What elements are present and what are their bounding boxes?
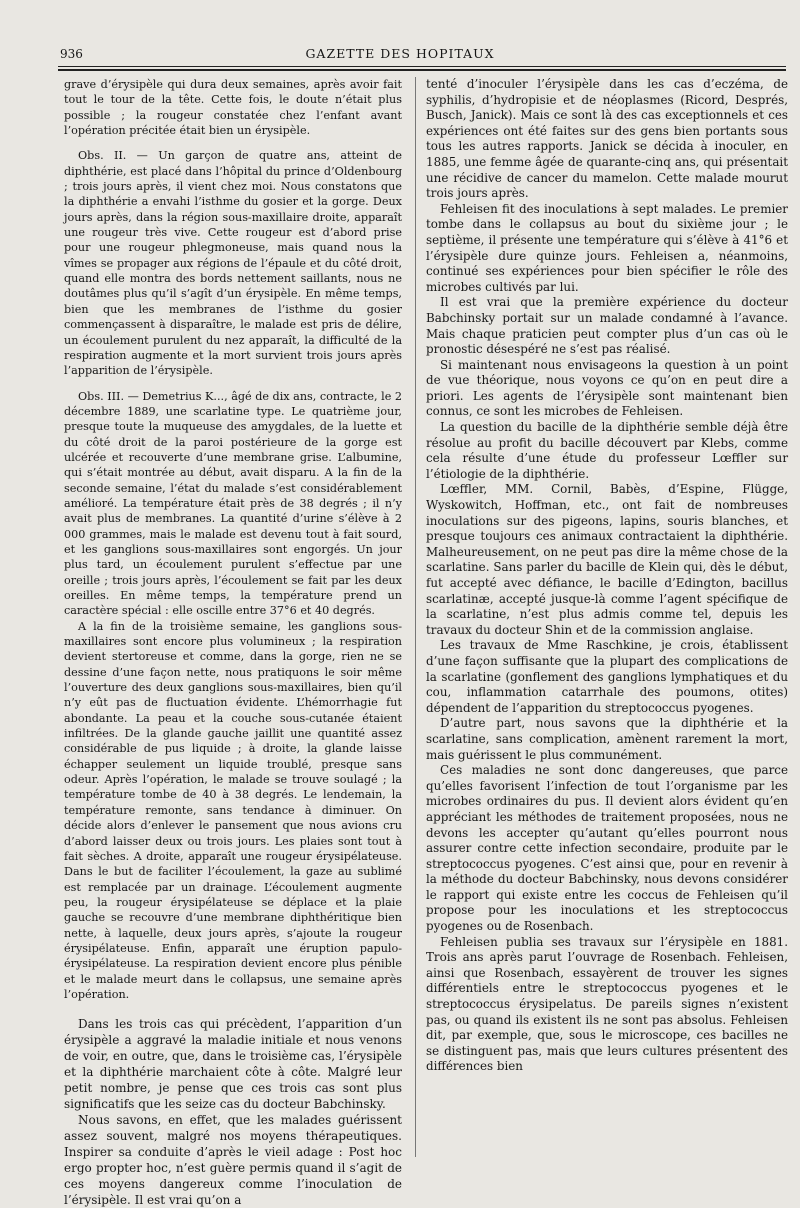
paragraph: Il est vrai que la première expérience du docteur Babchinsky portait sur un malade condamné à l’avance. Mais chaque praticien peut compter plus d’un cas où le pronostic désespéré ne s’est pas réalisé. xyxy=(426,295,788,357)
page-number: 936 xyxy=(60,47,83,61)
paragraph: tenté d’inoculer l’érysipèle dans les cas d’eczéma, de syphilis, d’hydropisie et de néoplasmes (Ricord, Després, Busch, Janick). Mais ce sont là des cas exceptionnels et ces expériences ont été faites sur des gens bien portants sous tous les autres rapports. Janick se décida à inoculer, en 1885, une femme âgée de quarante-cinq ans, qui présentait une récidive de cancer du mamelon. Cette malade mourut trois jours après. xyxy=(426,77,788,201)
observation-3: Obs. III. — Demetrius K..., âgé de dix ans, contracte, le 2 décembre 1889, une scarlatine type. Le quatrième jour, presque toute la muqueuse des amygdales, de la luette et du côté droit de la paroi postérieure de la gorge est ulcérée et recouverte d’une membrane grise. L’albumine, qui s’était montrée au début, avait disparu. A la fin de la seconde semaine, l’état du malade s’est considérablement amélioré. La température était près de 38 degrés ; il n’y avait plus de membranes. La quantité d’urine s’élève à 2 000 grammes, mais le malade est devenu tout à fait sourd, et les ganglions sous-maxillaires sont engorgés. Un jour plus tard, un écoulement purulent s’effectue par une oreille ; trois jours après, l’écoulement se fait par les deux oreilles. En même temps, la température prend un caractère spécial : elle oscille entre 37°6 et 40 degrés. xyxy=(64,389,402,618)
column-divider xyxy=(415,77,416,1157)
paragraph: grave d’érysipèle qui dura deux semaines, après avoir fait tout le tour de la tête. Cette fois, le doute n’était plus possible ; la rougeur constatée chez l’enfant avant l’opération précitée était bien un érysipèle. xyxy=(64,78,402,138)
paragraph: Les travaux de Mme Raschkine, je crois, établissent d’une façon suffisante que la plupart des complications de la scarlatine (gonflement des ganglions lymphatiques et du cou, inflammation catarrhale des poumons, otites) dépendent de l’apparition du streptococcus pyogenes. xyxy=(426,638,788,715)
paragraph: Fehleisen publia ses travaux sur l’érysipèle en 1881. Trois ans après parut l’ouvrage de Rosenbach. Fehleisen, ainsi que Rosenbach, essayèrent de trouver les signes différentiels entre le streptococcus pyogenes et le streptococcus érysipelatus. De pareils signes n’existent pas, ou quand ils existent ils ne sont pas absolus. Fehleisen dit, par exemple, que, sous le microscope, ces bacilles ne se distinguent pas, mais que leurs cultures présentent des différences bien xyxy=(426,934,788,1074)
paragraph: D’autre part, nous savons que la diphthérie et la scarlatine, sans complication, amènent rarement la mort, mais guérissent le plus communément. xyxy=(426,716,788,762)
header-rule xyxy=(58,66,786,67)
paragraph: Dans les trois cas qui précèdent, l’apparition d’un érysipèle a aggravé la maladie initiale et nous venons de voir, en outre, que, dans le troisième cas, l’érysipèle et la diphthérie marchaient côte à côte. Malgré leur petit nombre, je pense que ces trois cas sont plus significatifs que les seize cas du docteur Babchinsky. xyxy=(64,1017,402,1112)
right-column xyxy=(426,77,788,1157)
observation-2: Obs. II. — Un garçon de quatre ans, atteint de diphthérie, est placé dans l’hôpital du prince d’Oldenbourg ; trois jours après, il vient chez moi. Nous constatons que la diphthérie a envahi l’isthme du gosier et la gorge. Deux jours après, dans la région sous-maxillaire droite, apparaît une rougeur très vive. Cette rougeur est d’abord prise pour une rougeur phlegmoneuse, mais quand nous la vîmes se propager aux régions de l’épaule et du côté droit, quand elle montra des bords nettement saillants, nous ne doutâmes plus qu’il s’agît d’un érysipèle. En même temps, bien que les membranes de l’isthme du gosier commençassent à disparaître, le malade est pris de délire, un écoulement purulent du nez apparaît, la difficulté de la respiration augmente et la mort survient trois jours après l’apparition de l’érysipèle. xyxy=(64,149,402,378)
paragraph: A la fin de la troisième semaine, les ganglions sous-maxillaires sont encore plus volumineux ; la respiration devient stertoreuse et comme, dans la gorge, rien ne se dessine d’une façon nette, nous pratiquons le soir même l’ouverture des deux ganglions sous-maxillaires, bien qu’il n’y eût pas de fluctuation évidente. L’hémorrhagie fut abondante. La peau et la couche sous-cutanée étaient infiltrées. De la glande gauche jaillit une quantité assez considérable de pus liquide ; à droite, la glande laisse échapper seulement un liquide troublé, presque sans odeur. Après l’opération, le malade se trouve soulagé ; la température tombe de 40 à 38 degrés. Le lendemain, la température remonte, sans tendance à diminuer. On décide alors d’enlever le pansement que nous avions cru d’abord laisser deux ou trois jours. Les plaies sont tout à fait sèches. A droite, apparaît une rougeur érysipélateuse. Dans le but de faciliter l’écoulement, la gaze au sublimé est remplacée par un drainage. L’écoulement augmente peu, la rougeur érysipélateuse se déplace et la plaie gauche se recouvre d’une membrane diphthéritique bien nette, à laquelle, deux jours après, s’ajoute la rougeur érysipélateuse. Enfin, apparaît une éruption papulo-érysipélateuse. La respiration devient encore plus pénible et le malade meurt dans le collapsus, une semaine après l’opération. xyxy=(64,619,402,1001)
paragraph: Fehleisen fit des inoculations à sept malades. Le premier tombe dans le collapsus au bout du sixième jour ; le septième, il présente une température qui s’élève à 41°6 et l’érysipèle dure quinze jours. Fehleisen a, néanmoins, continué ses expériences pour bien spécifier le rôle des microbes cultivés par lui. xyxy=(426,201,788,294)
paragraph: La question du bacille de la diphthérie semble déjà être résolue au profit du bacille découvert par Klebs, comme cela résulte d’une étude du professeur Lœffler sur l’étiologie de la diphthérie. xyxy=(426,420,788,481)
left-column xyxy=(64,77,402,1208)
paragraph: Lœffler, MM. Cornil, Babès, d’Espine, Flügge, Wyskowitch, Hoffman, etc., ont fait de nombreuses inoculations sur des pigeons, lapins, souris blanches, et presque toujours ces animaux contractaient la diphthérie. Malheureusement, on ne peut pas dire la même chose de la scarlatine. Sans parler du bacille de Klein qui, dès le début, fut accepté avec défiance, le bacille d’Edington, bacillus scarlatinæ, accepté jusque-là comme l’agent spécifique de la scarlatine, n’est plus admis comme tel, depuis les travaux du docteur Shin et de la commission anglaise. xyxy=(426,482,788,637)
paragraph: Nous savons, en effet, que les malades guérissent assez souvent, malgré nos moyens thérapeutiques. Inspirer sa conduite d’après le vieil adage : Post hoc ergo propter hoc, n’est guère permis quand il s’agit de ces moyens dangereux comme l’inoculation de l’érysipèle. Il est vrai qu’on a xyxy=(64,1113,402,1208)
header-rule-double xyxy=(58,69,786,71)
paragraph: Ces maladies ne sont donc dangereuses, que parce qu’elles favorisent l’infection de tout l’organisme par les microbes ordinaires du pus. Il devient alors évident qu’en appréciant les méthodes de traitement proposées, nous ne devons les accepter qu’autant qu’elles pourront nous assurer contre cette infection secondaire, produite par le streptococcus pyogenes. C’est ainsi que, pour en revenir à la méthode du docteur Babchinsky, nous devons considérer le rapport qui existe entre les coccus de Fehleisen qu’il propose pour les inoculations et les streptococcus pyogenes ou de Rosenbach. xyxy=(426,763,788,934)
paragraph: Si maintenant nous envisageons la question à un point de vue théorique, nous voyons ce qu’on en peut dire a priori. Les agents de l’érysipèle sont maintenant bien connus, ce sont les microbes de Fehleisen. xyxy=(426,357,788,419)
running-title: GAZETTE DES HOPITAUX xyxy=(305,46,495,61)
